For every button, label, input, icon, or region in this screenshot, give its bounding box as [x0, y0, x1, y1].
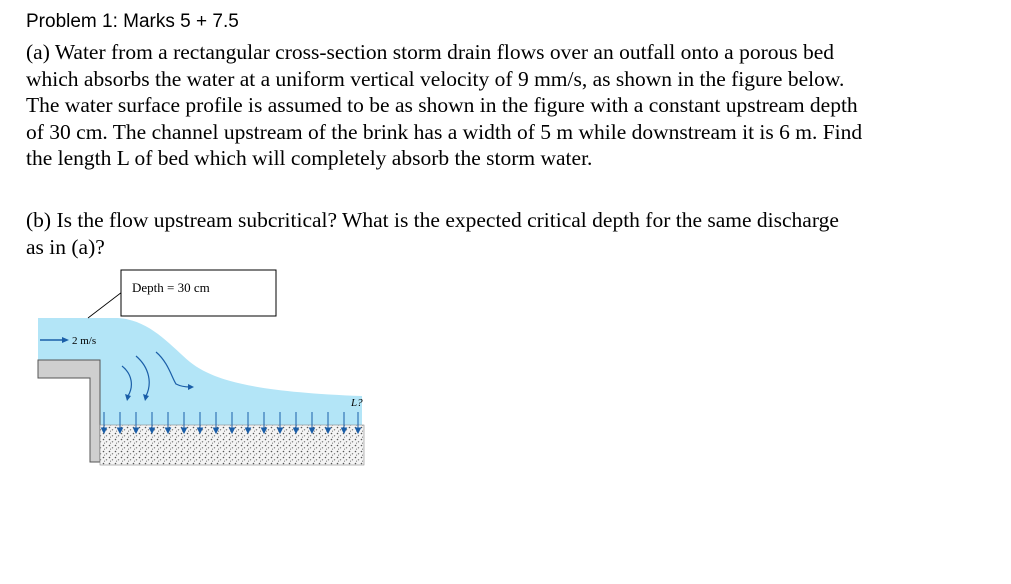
part-b-line: as in (a)?: [26, 234, 105, 259]
depth-label: Depth = 30 cm: [132, 280, 210, 295]
part-a-line: which absorbs the water at a uniform vertical velocity of 9 mm/s, as shown in the figure below.: [26, 66, 845, 91]
velocity-label: 2 m/s: [72, 335, 97, 347]
length-label: L?: [351, 397, 363, 409]
part-b-line: (b) Is the flow upstream subcritical? What is the expected critical depth for the same discharge: [26, 208, 839, 232]
part-a-line: The water surface profile is assumed to be as shown in the figure with a constant upstream depth: [26, 93, 858, 117]
drain-wall: [38, 360, 100, 462]
problem-heading: Problem 1: Marks 5 + 7.5: [26, 11, 239, 32]
depth-leader-line: [88, 292, 122, 318]
part-a-line: (a) Water from a rectangular cross-section storm drain flows over an outfall onto a porous bed: [26, 40, 835, 64]
part-a-line: of 30 cm. The channel upstream of the brink has a width of 5 m while downstream it is 6 m. Find: [26, 119, 863, 144]
part-a-line: the length L of bed which will completely absorb the storm water.: [26, 146, 593, 170]
